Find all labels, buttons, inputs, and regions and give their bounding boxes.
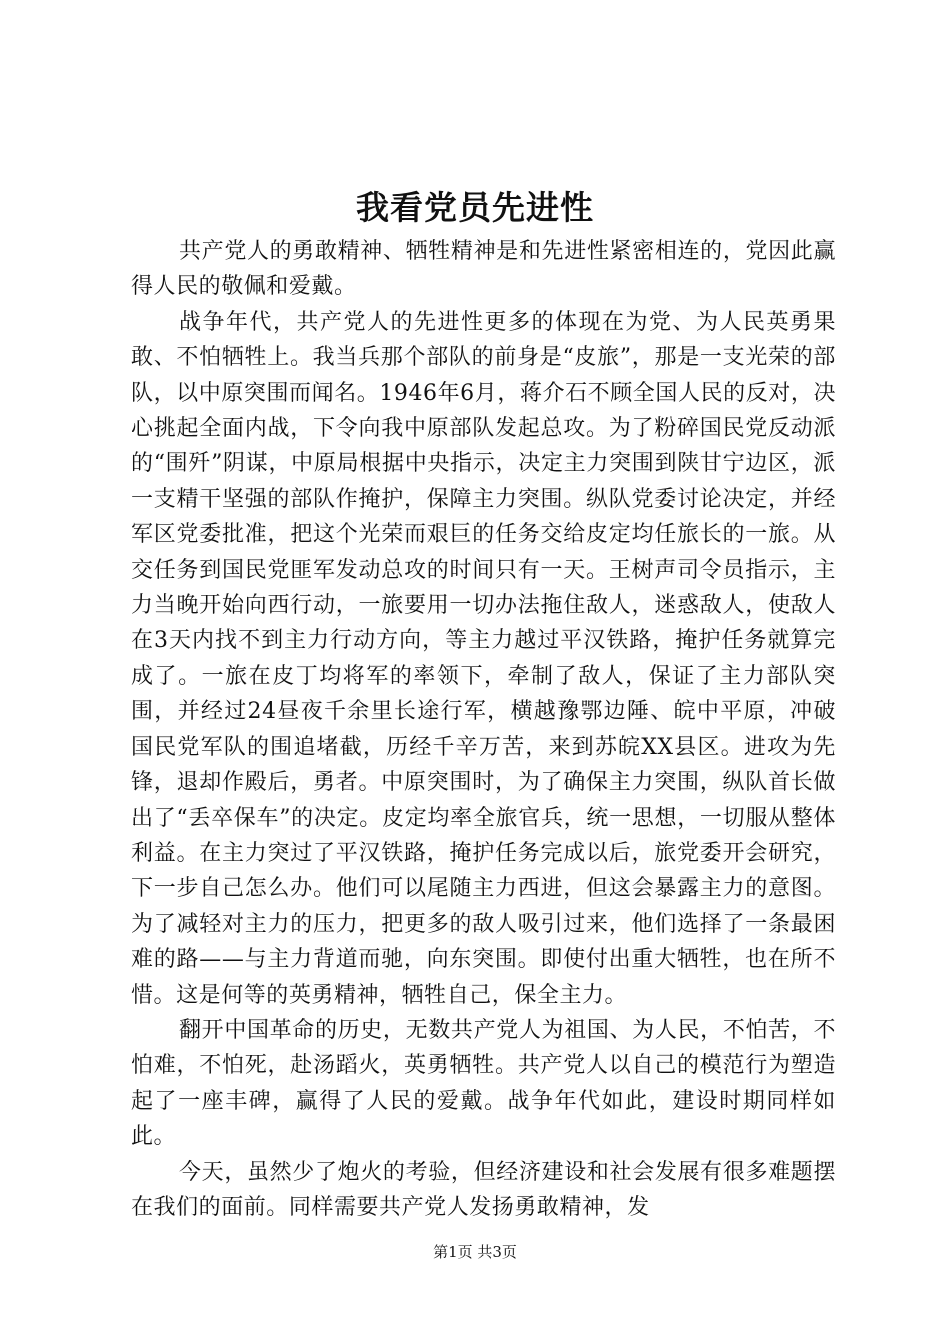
page-footer: 第1页 共3页 <box>433 1243 517 1261</box>
document-title: 我看党员先进性 <box>356 188 594 227</box>
paragraph-1: 共产党人的勇敢精神、牺牲精神是和先进性紧密相连的，党因此赢得人民的敬佩和爱戴。 <box>131 239 836 300</box>
paragraph-4: 今天，虽然少了炮火的考验，但经济建设和社会发展有很多难题摆在我们的面前。同样需要共产党人发扬勇敢精神，发 <box>131 1159 836 1220</box>
document-body <box>131 234 836 1225</box>
paragraph-2: 战争年代，共产党人的先进性更多的体现在为党、为人民英勇果敢、不怕牺牲上。我当兵那个部队的前身是“皮旅”，那是一支光荣的部队，以中原突围而闻名。1946年6月，蒋介石不顾全国人民的反对，决心挑起全面内战，下令向我中原部队发起总攻。为了粉碎国民党反动派的“围歼”阴谋，中原局根据中央指示，决定主力突围到陕甘宁边区，派一支精干坚强的部队作掩护，保障主力突围。纵队党委讨论决定，并经军区党委批准，把这个光荣而艰巨的任务交给皮定均任旅长的一旅。从交任务到国民党匪军发动总攻的时间只有一天。王树声司令员指示，主力当晚开始向西行动，一旅要用一切办法拖住敌人，迷惑敌人，使敌人在3天内找不到主力行动方向，等主力越过平汉铁路，掩护任务就算完成了。一旅在皮丁均将军的率领下，牵制了敌人，保证了主力部队突围，并经过24昼夜千余里长途行军，横越豫鄂边陲、皖中平原，冲破国民党军队的围追堵截，历经千辛万苦，来到苏皖XX县区。进攻为先锋，退却作殿后，勇者。中原突围时，为了确保主力突围，纵队首长做出了“丢卒保车”的决定。皮定均率全旅官兵，统一思想，一切服从整体利益。在主力突过了平汉铁路，掩护任务完成以后，旅党委开会研究，下一步自己怎么办。他们可以尾随主力西进，但这会暴露主力的意图。为了减轻对主力的压力，把更多的敌人吸引过来，他们选择了一条最困难的路——与主力背道而驰，向东突围。即使付出重大牺牲，也在所不惜。这是何等的英勇精神，牺牲自己，保全主力。 <box>131 309 836 1008</box>
paragraph-3: 翻开中国革命的历史，无数共产党人为祖国、为人民，不怕苦，不怕难，不怕死，赴汤蹈火，英勇牺牲。共产党人以自己的模范行为塑造起了一座丰碑，赢得了人民的爱戴。战争年代如此，建设时期同样如此。 <box>131 1017 836 1150</box>
